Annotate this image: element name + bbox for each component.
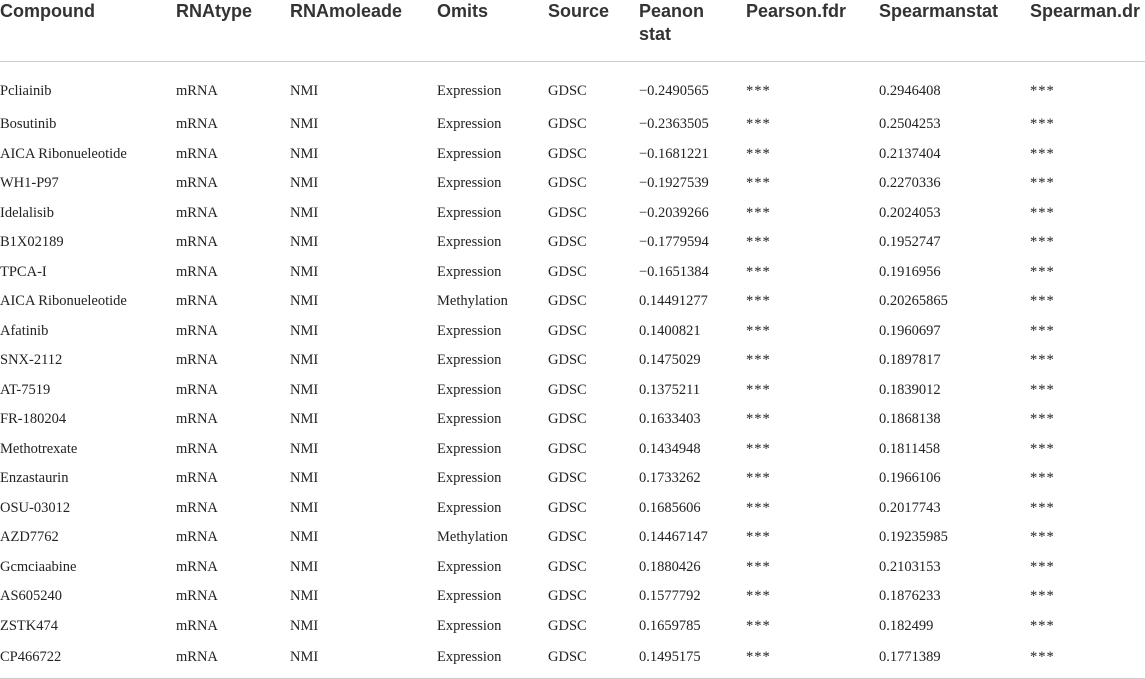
cell-pearson-fdr: *** [746,293,771,310]
cell-rnamoleade: NMI [290,588,319,605]
cell-pearson-fdr: *** [746,322,771,339]
cell-compound: Pcliainib [0,82,52,99]
cell-source: GDSC [548,322,587,339]
cell-rnamoleade: NMI [290,293,319,310]
cell-peanon-stat: 0.1880426 [639,558,701,575]
cell-rnamoleade: NMI [290,175,319,192]
cell-pearson-fdr: *** [746,234,771,251]
cell-rnamoleade: NMI [290,263,319,280]
cell-rnamoleade: NMI [290,411,319,428]
cell-peanon-stat: −0.2490565 [639,82,709,99]
cell-pearson-fdr: *** [746,175,771,192]
cell-rnatype: mRNA [176,440,218,457]
cell-spearmanstat: 0.2103153 [879,558,941,575]
cell-rnatype: mRNA [176,617,218,634]
cell-compound: Enzastaurin [0,470,69,487]
cell-pearson-fdr: *** [746,381,771,398]
column-header-label: RNAtype [176,1,253,21]
cell-source: GDSC [548,82,587,99]
cell-rnatype: mRNA [176,116,218,133]
cell-pearson-fdr: *** [746,641,879,679]
cell-spearman-dr: *** [1030,116,1055,133]
cell-source: GDSC [548,234,587,251]
cell-spearman-dr: *** [1030,204,1055,221]
cell-spearman-dr: *** [1030,440,1055,457]
cell-omits: Expression [437,263,502,280]
cell-spearmanstat: 0.1960697 [879,322,941,339]
cell-spearman-dr: *** [1030,175,1055,192]
cell-compound: Methotrexate [0,440,78,457]
cell-peanon-stat: −0.1927539 [639,175,709,192]
cell-spearmanstat: 0.19235985 [879,529,948,546]
cell-omits: Expression [437,82,502,99]
cell-omits: Methylation [437,529,508,546]
cell-pearson-fdr: *** [746,440,771,457]
cell-rnatype: mRNA [176,263,218,280]
cell-spearmanstat: 0.1966106 [879,470,941,487]
cell-pearson-fdr: *** [746,82,771,99]
cell-source: GDSC [548,588,587,605]
cell-source: GDSC [548,470,587,487]
cell-spearmanstat: 0.1811458 [879,440,941,457]
column-header-rnamoleade [290,0,437,62]
table-row [0,140,1145,170]
cell-rnatype: mRNA [176,381,218,398]
cell-pearson-fdr: *** [746,529,771,546]
column-header-label: Compound [0,1,95,21]
table-row [0,110,1145,140]
cell-rnamoleade: NMI [290,381,319,398]
cell-omits: Expression [437,381,502,398]
column-header-label: Omits [437,1,489,21]
cell-compound: AICA Ribonueleotide [0,145,127,162]
cell-spearmanstat: 0.1952747 [879,234,941,251]
cell-omits: Expression [437,440,502,457]
cell-omits: Expression [437,588,502,605]
cell-source: GDSC [548,529,587,546]
cell-spearmanstat: 0.182499 [879,617,934,634]
cell-peanon-stat: 0.1375211 [639,381,701,398]
cell-pearson-fdr: *** [746,558,771,575]
cell-peanon-stat: 0.1434948 [639,440,701,457]
cell-spearman-dr: *** [1030,234,1055,251]
cell-omits: Expression [437,617,502,634]
cell-compound: SNX-2112 [0,352,63,369]
cell-peanon-stat: 0.1495175 [639,641,746,679]
cell-spearman-dr: *** [1030,352,1055,369]
cell-omits: Expression [437,116,502,133]
header-row [0,0,1145,62]
cell-rnatype: mRNA [176,588,218,605]
column-header-label: Peanon [639,1,705,21]
cell-spearman-dr: *** [1030,82,1055,99]
cell-peanon-stat: −0.1779594 [639,234,709,251]
cell-source: GDSC [548,411,587,428]
cell-rnatype: mRNA [176,82,218,99]
cell-rnamoleade: NMI [290,352,319,369]
column-header-label-line2: stat [639,24,672,44]
cell-omits: Expression [437,470,502,487]
cell-pearson-fdr: *** [746,588,771,605]
table-row [0,612,1145,642]
cell-peanon-stat: −0.1681221 [639,145,709,162]
cell-rnamoleade: NMI [290,116,319,133]
cell-omits: Expression [437,234,502,251]
column-header-rnatype [176,0,290,62]
table-row [0,287,1145,317]
cell-spearman-dr: *** [1030,470,1055,487]
table-row [0,435,1145,465]
cell-spearmanstat: 0.2504253 [879,116,941,133]
table-row [0,464,1145,494]
cell-rnatype: mRNA [176,641,290,679]
cell-rnatype: mRNA [176,411,218,428]
table-row [0,494,1145,524]
cell-source: GDSC [548,558,587,575]
cell-pearson-fdr: *** [746,116,771,133]
cell-spearmanstat: 0.1897817 [879,352,941,369]
cell-source: GDSC [548,116,587,133]
table-row [0,523,1145,553]
cell-pearson-fdr: *** [746,145,771,162]
cell-spearmanstat: 0.2946408 [879,82,941,99]
table-row [0,62,1145,111]
cell-peanon-stat: 0.1733262 [639,470,701,487]
cell-compound: Afatinib [0,322,49,339]
table-row [0,258,1145,288]
column-header-compound [0,0,176,62]
cell-source: GDSC [548,440,587,457]
column-header-spearman-dr [1030,0,1145,62]
cell-source: GDSC [548,263,587,280]
cell-rnamoleade: NMI [290,234,319,251]
cell-rnamoleade: NMI [290,470,319,487]
cell-spearman-dr: *** [1030,529,1055,546]
cell-spearmanstat: 0.1868138 [879,411,941,428]
column-header-spearmanstat [879,0,1030,62]
cell-rnamoleade: NMI [290,529,319,546]
cell-pearson-fdr: *** [746,204,771,221]
cell-rnamoleade: NMI [290,204,319,221]
column-header-source [548,0,639,62]
cell-spearman-dr: *** [1030,411,1055,428]
table-row [0,346,1145,376]
cell-pearson-fdr: *** [746,411,771,428]
cell-spearman-dr: *** [1030,617,1055,634]
cell-peanon-stat: 0.1475029 [639,352,701,369]
cell-source: GDSC [548,499,587,516]
column-header-pearson-fdr [746,0,879,62]
cell-rnatype: mRNA [176,204,218,221]
cell-rnamoleade: NMI [290,322,319,339]
table-row [0,228,1145,258]
cell-rnamoleade: NMI [290,499,319,516]
cell-compound: Bosutinib [0,116,57,133]
cell-source: GDSC [548,641,639,679]
cell-rnamoleade: NMI [290,145,319,162]
cell-source: GDSC [548,204,587,221]
cell-rnatype: mRNA [176,145,218,162]
column-header-label: Spearman.dr [1030,1,1141,21]
cell-spearman-dr: *** [1030,558,1055,575]
cell-spearmanstat: 0.1839012 [879,381,941,398]
cell-peanon-stat: 0.14491277 [639,293,708,310]
cell-compound: AT-7519 [0,381,51,398]
column-header-omits [437,0,548,62]
cell-omits: Expression [437,145,502,162]
cell-pearson-fdr: *** [746,499,771,516]
cell-spearmanstat: 0.2017743 [879,499,941,516]
cell-spearman-dr: *** [1030,381,1055,398]
table-row [0,582,1145,612]
cell-compound: FR-180204 [0,411,67,428]
cell-rnamoleade: NMI [290,558,319,575]
cell-compound: ZSTK474 [0,617,58,634]
cell-peanon-stat: −0.1651384 [639,263,709,280]
cell-peanon-stat: 0.1659785 [639,617,701,634]
cell-spearman-dr: *** [1030,263,1055,280]
cell-peanon-stat: 0.1400821 [639,322,701,339]
cell-omits: Expression [437,411,502,428]
cell-spearmanstat: 0.2270336 [879,175,941,192]
cell-rnatype: mRNA [176,175,218,192]
column-header-label: Source [548,1,610,21]
cell-compound: OSU-03012 [0,499,71,516]
cell-compound: B1X02189 [0,234,64,251]
table-row [0,169,1145,199]
cell-omits: Expression [437,641,548,679]
cell-compound: CP466722 [0,641,176,679]
cell-omits: Expression [437,204,502,221]
column-header-label: RNAmoleade [290,1,403,21]
cell-peanon-stat: 0.1633403 [639,411,701,428]
cell-rnatype: mRNA [176,234,218,251]
cell-spearmanstat: 0.2024053 [879,204,941,221]
cell-omits: Expression [437,352,502,369]
cell-compound: AZD7762 [0,529,59,546]
cell-rnamoleade: NMI [290,617,319,634]
cell-spearman-dr: *** [1030,499,1055,516]
cell-spearmanstat: 0.20265865 [879,293,948,310]
cell-spearman-dr: *** [1030,293,1055,310]
cell-compound: WH1-P97 [0,175,59,192]
cell-spearmanstat: 0.1876233 [879,588,941,605]
column-header-label: Pearson.fdr [746,1,847,21]
cell-omits: Expression [437,558,502,575]
cell-omits: Expression [437,175,502,192]
cell-pearson-fdr: *** [746,352,771,369]
cell-rnamoleade: NMI [290,641,437,679]
column-header-label: Spearmanstat [879,1,999,21]
cell-rnamoleade: NMI [290,82,319,99]
table-body [0,62,1145,679]
cell-peanon-stat: 0.1685606 [639,499,701,516]
cell-rnatype: mRNA [176,293,218,310]
cell-spearman-dr: *** [1030,641,1145,679]
cell-rnatype: mRNA [176,470,218,487]
cell-spearmanstat: 0.1916956 [879,263,941,280]
cell-omits: Methylation [437,293,508,310]
cell-source: GDSC [548,617,587,634]
cell-peanon-stat: −0.2363505 [639,116,709,133]
table-row [0,376,1145,406]
cell-pearson-fdr: *** [746,470,771,487]
cell-rnatype: mRNA [176,558,218,575]
cell-compound: Gcmciaabine [0,558,77,575]
cell-rnatype: mRNA [176,529,218,546]
table-header [0,0,1145,62]
cell-spearman-dr: *** [1030,145,1055,162]
cell-compound: Idelalisib [0,204,54,221]
table-row [0,641,1145,679]
cell-spearmanstat: 0.1771389 [879,641,1030,679]
cell-rnatype: mRNA [176,352,218,369]
cell-source: GDSC [548,175,587,192]
cell-peanon-stat: −0.2039266 [639,204,709,221]
cell-omits: Expression [437,322,502,339]
table-row [0,317,1145,347]
cell-source: GDSC [548,145,587,162]
cell-pearson-fdr: *** [746,617,771,634]
cell-rnatype: mRNA [176,322,218,339]
cell-pearson-fdr: *** [746,263,771,280]
cell-compound: AS605240 [0,588,63,605]
cell-rnamoleade: NMI [290,440,319,457]
cell-spearmanstat: 0.2137404 [879,145,941,162]
column-header-peanon-stat [639,0,746,62]
cell-source: GDSC [548,352,587,369]
cell-spearman-dr: *** [1030,322,1055,339]
cell-peanon-stat: 0.14467147 [639,529,708,546]
table-row [0,553,1145,583]
table-row [0,199,1145,229]
cell-source: GDSC [548,293,587,310]
table-row [0,405,1145,435]
cell-omits: Expression [437,499,502,516]
cell-spearman-dr: *** [1030,588,1055,605]
cell-compound: AICA Ribonueleotide [0,293,127,310]
cell-source: GDSC [548,381,587,398]
cell-rnatype: mRNA [176,499,218,516]
cell-compound: TPCA-I [0,263,47,280]
cell-peanon-stat: 0.1577792 [639,588,701,605]
